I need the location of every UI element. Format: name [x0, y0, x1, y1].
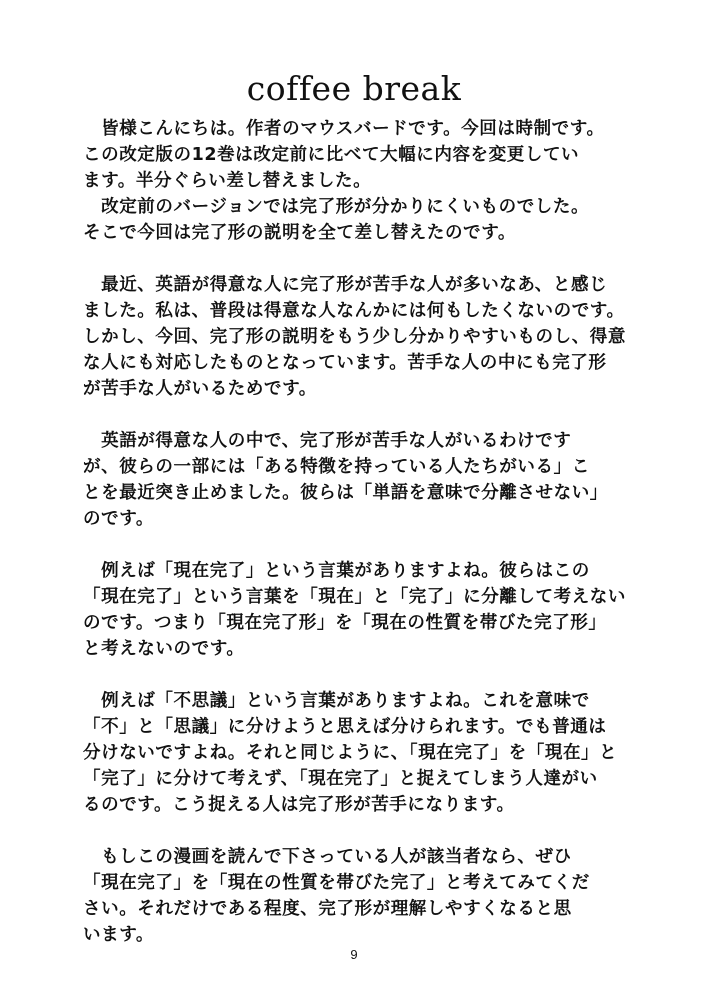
page-number: 9 [350, 947, 358, 962]
text-line: そこで今回は完了形の説明を全て差し替えたのです。 [83, 223, 516, 243]
text-line: とを最近突き止めました。彼らは「単語を意味で分離させない」 [83, 483, 608, 503]
paragraph [83, 272, 643, 402]
paragraph-spacer [83, 532, 643, 558]
page-title: coffee break [246, 69, 462, 108]
paragraph-spacer [83, 246, 643, 272]
text-line: と考えないのです。 [83, 639, 245, 659]
text-line: ました。私は、普段は得意な人なんかには何もしたくないのです。 [83, 301, 625, 321]
paragraph-spacer [83, 662, 643, 688]
text-line: 例えば「現在完了」という言葉がありますよね。彼らはこの [83, 561, 590, 581]
text-line: 例えば「不思議」という言葉がありますよね。これを意味で [83, 691, 590, 711]
text-line: 最近、英語が得意な人に完了形が苦手な人が多いなあ、と感じ [83, 275, 608, 295]
text-line: 英語が得意な人の中で、完了形が苦手な人がいるわけです [83, 431, 572, 451]
text-line: のです。つまり「現在完了形」を「現在の性質を帯びた完了形」 [83, 613, 607, 633]
text-line: 分けないですよね。それと同じように、「現在完了」を「現在」と [83, 743, 618, 763]
text-line: るのです。こう捉える人は完了形が苦手になります。 [83, 795, 515, 815]
text-line: さい。それだけである程度、完了形が理解しやすくなると思 [83, 899, 572, 919]
text-line: 「不」と「思議」に分けようと思えば分けられます。でも普通は [83, 717, 607, 737]
text-line: のです。 [83, 509, 154, 529]
text-line: 「現在完了」を「現在の性質を帯びた完了」と考えてみてくだ [83, 873, 590, 893]
paragraph-spacer [83, 402, 643, 428]
text-line: もしこの漫画を読んで下さっている人が該当者なら、ぜひ [83, 847, 572, 867]
paragraph [83, 116, 643, 246]
text-line: 改定前のバージョンでは完了形が分かりにくいものでした。 [83, 197, 590, 217]
text-line: 皆様こんにちは。作者のマウスバードです。今回は時制です。 [83, 119, 605, 139]
paragraph [83, 428, 643, 532]
paragraph [83, 688, 643, 818]
text-line: な人にも対応したものとなっています。苦手な人の中にも完了形 [83, 353, 607, 373]
text-line: 「完了」に分けて考えず、「現在完了」と捉えてしまう人達がい [83, 769, 598, 789]
text-line: が苦手な人がいるためです。 [83, 379, 317, 399]
text-line: います。 [83, 925, 154, 945]
text-line: 「現在完了」という言葉を「現在」と「完了」に分離して考えない [83, 587, 626, 607]
paragraph-spacer [83, 818, 643, 844]
text-line: この改定版の12巻は改定前に比べて大幅に内容を変更してい [83, 145, 580, 165]
essay-body [83, 116, 643, 948]
text-line: ます。半分ぐらい差し替えました。 [83, 171, 372, 191]
paragraph [83, 844, 643, 948]
paragraph [83, 558, 643, 662]
text-line: が、彼らの一部には「ある特徴を持っている人たちがいる」こ [83, 457, 590, 477]
text-line: しかし、今回、完了形の説明をもう少し分かりやすいものし、得意 [83, 327, 626, 347]
